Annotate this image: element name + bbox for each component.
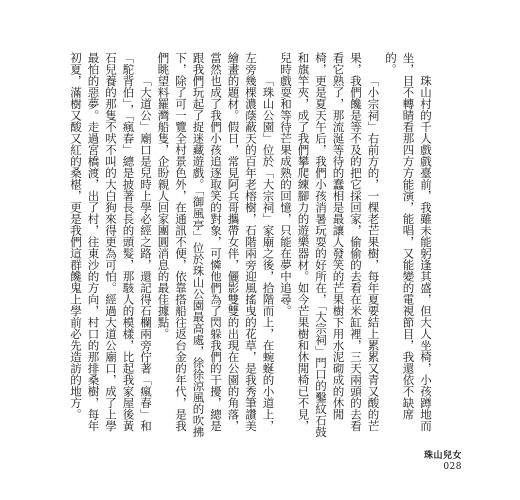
- paragraph: 「小宗祠」右前方的，一棵老芒果樹，每年夏要結上累累又青又酸的芒果，我們饞是等不及的把它採回家，偷偷的去看在米缸裡，三天兩頭的去看看它熟了，那流涎等待的蠢相是最讓人發笑的芒果樹下用水泥砌成的休閒椅，更是夏天午后，我們小孩消暑玩耍的好所在，「大宗祠」門口的鑿紋石鼓和旗竿夾，成了我們攀爬練腳力的遊樂器材。如今芒果樹和休閒椅已不見，兒時戲耍和等待芒果成熟的回憶，只能在夢中追尋。: [279, 52, 381, 438]
- paragraph: 珠山村的千人戲戲臺前，我雖未能躬逢其盛，但大人坐椅，小孩蹲地而坐，目不轉睛看那四方方能演，能唱，又能變的電視節目，我還依不缺席的。: [384, 52, 433, 432]
- page-number: 028: [443, 462, 462, 472]
- paragraph: 「大道公」廟口是兒時上學必經之路，還記得石欄兩旁佇著「瘋春」和「駝背伯」，「瘋春」總是披著長長的頭髮，那駭人的模樣，比起我家屋後黃石兒養的那隻不吠不叫的大白狗來得更為可怕。經過大道公廟口，成了上學最怕的惡夢。走過宮橋渡，出了村，往東沙的方向，村口的那排桑樹，每年初夏，滿樹又酸又紅的桑椹，更是我們這群饞鬼上學前必先造訪的地方。: [69, 52, 153, 432]
- running-title: 珠山兒女: [423, 451, 462, 461]
- paragraph: 「珠山公園」位於「大宗祠」家廟之後，拾階而上，在蜿蜒的小道上，左旁幾棵濃蔭蔽天的百年老榕樹，石階兩旁迎風搖曳的花草，是我秀筆讚美繪畫的題材。假日，常見阿兵哥攜帶女伴，儷影雙雙的出現在公園的角落，當然也成了我們小孩追逐取笑的對象，可憐他們為了閃躲我們的干擾，總是跟我們玩起了捉迷藏遊戲。「御風亭」位於珠山公園最高處，徐徐涼風的吹拂下，除了可一覽全村景色外，在通訊不便，依靠搭船往返台金的年代，是我們眺望料羅灣船隻，企盼親人回家團圓消息的最佳據點。: [156, 52, 276, 438]
- vertical-body-text: [50, 52, 434, 440]
